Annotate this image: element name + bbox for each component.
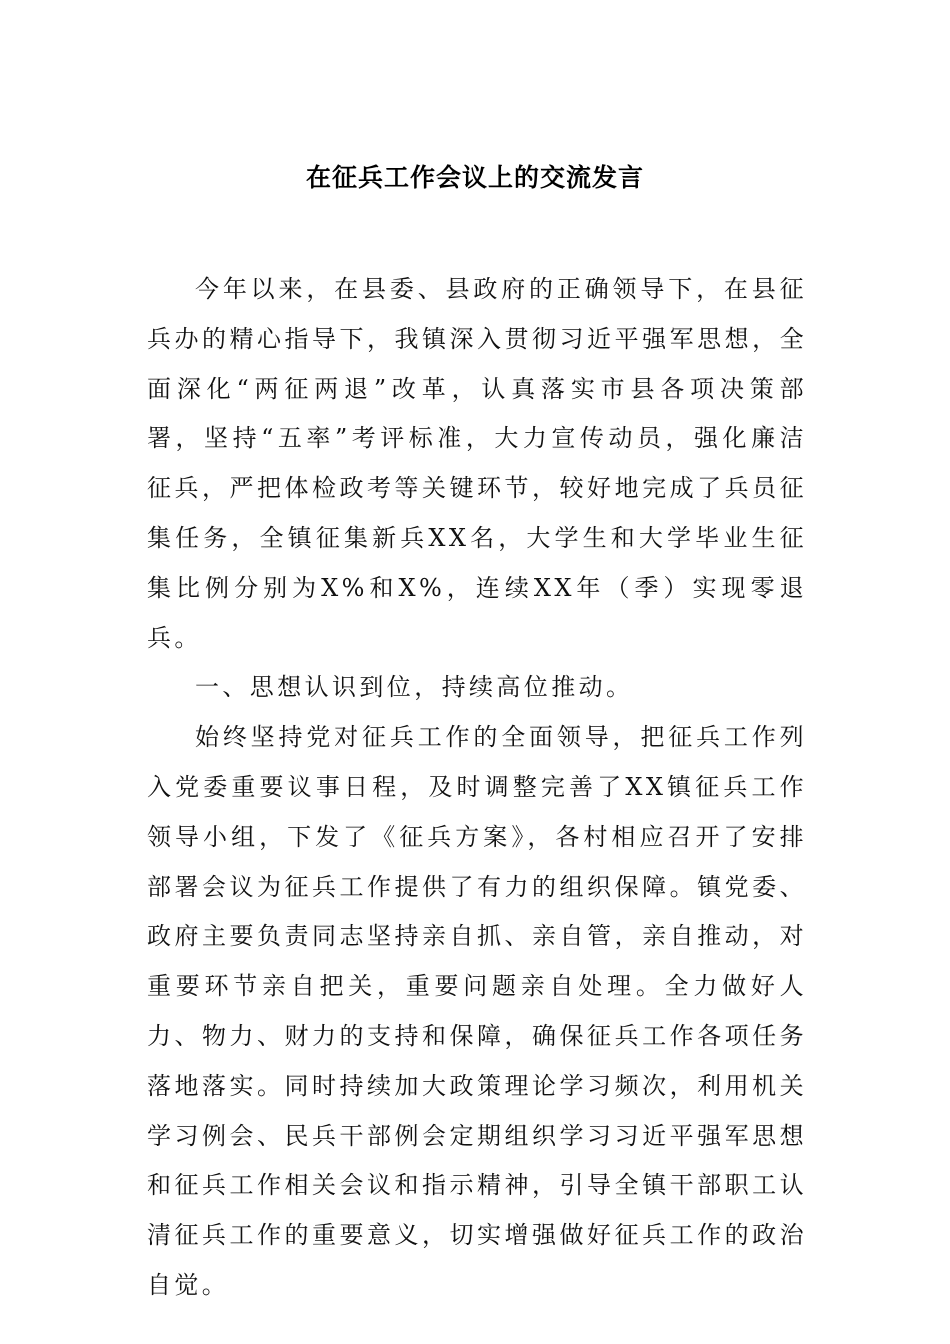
section-heading: 一、思想认识到位，持续高位推动。 — [195, 673, 634, 702]
section-paragraph: 始终坚持党对征兵工作的全面领导，把征兵工作列入党委重要议事日程，及时调整完善了XX镇征兵工作领导小组，下发了《征兵方案》，各村相应召开了安排部署会议为征兵工作提供了有力的组织保障。镇党委、政府主要负责同志坚持亲自抓、亲自管，亲自推动，对重要环节亲自把关，重要问题亲自处理。全力做好人力、物力、财力的支持和保障，确保征兵工作各项任务落地落实。同时持续加大政策理论学习频次，利用机关学习例会、民兵干部例会定期组织学习习近平强军思想和征兵工作相关会议和指示精神，引导全镇干部职工认清征兵工作的重要意义，切实增强做好征兵工作的政治自觉。 — [147, 723, 807, 1299]
document-title: 在征兵工作会议上的交流发言 — [305, 163, 644, 192]
document-body — [147, 265, 807, 1311]
intro-paragraph: 今年以来，在县委、县政府的正确领导下，在县征兵办的精心指导下，我镇深入贯彻习近平强军思想，全面深化“两征两退”改革，认真落实市县各项决策部署，坚持“五率”考评标准，大力宣传动员，强化廉洁征兵，严把体检政考等关键环节，较好地完成了兵员征集任务，全镇征集新兵XX名，大学生和大学毕业生征集比例分别为X%和X%，连续XX年（季）实现零退兵。 — [147, 275, 807, 652]
